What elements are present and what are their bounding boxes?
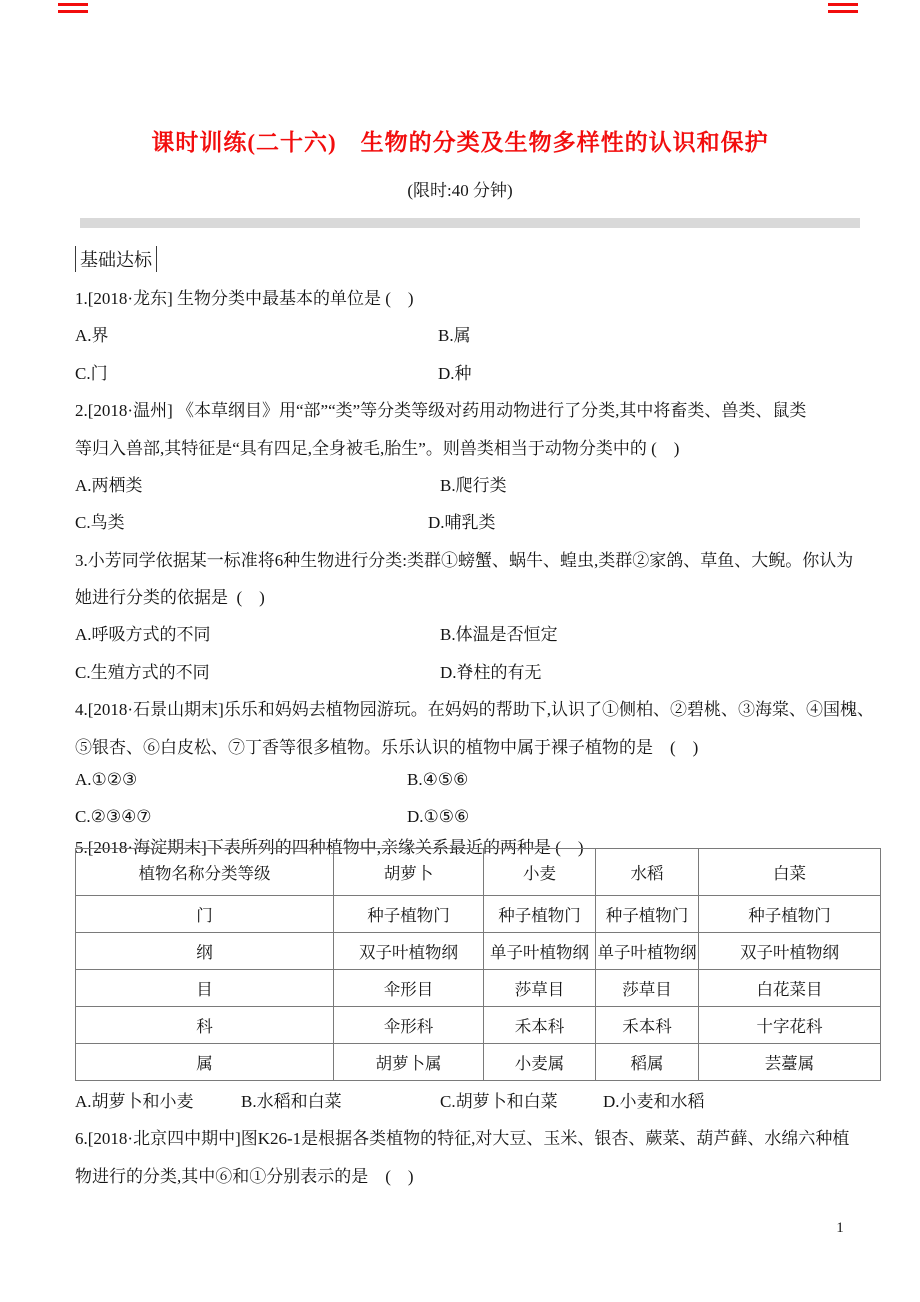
table-cell: 禾本科 bbox=[596, 1007, 699, 1044]
option-4-d: D.①⑤⑥ bbox=[407, 807, 470, 826]
table-header-row bbox=[76, 849, 881, 896]
table-cell: 莎草目 bbox=[484, 970, 596, 1007]
question-6-text-line1: 6.[2018·北京四中期中]图K26-1是根据各类植物的特征,对大豆、玉米、银杏、蕨菜、葫芦藓、水绵六种植 bbox=[75, 1129, 850, 1148]
table-cell: 胡萝卜属 bbox=[334, 1044, 484, 1081]
red-header-mark-right-icon bbox=[828, 3, 858, 17]
option-3-d: D.脊柱的有无 bbox=[440, 663, 542, 682]
time-limit: (限时:40 分钟) bbox=[407, 181, 513, 200]
table-cell: 纲 bbox=[76, 933, 334, 970]
option-1-c: C.门 bbox=[75, 364, 108, 383]
red-bar bbox=[58, 3, 88, 6]
table-cell: 种子植物门 bbox=[596, 896, 699, 933]
table-cell: 双子叶植物纲 bbox=[699, 933, 881, 970]
divider-band bbox=[80, 218, 860, 228]
option-3-c: C.生殖方式的不同 bbox=[75, 663, 210, 682]
table-cell: 目 bbox=[76, 970, 334, 1007]
option-2-b: B.爬行类 bbox=[440, 476, 507, 495]
table-cell: 伞形目 bbox=[334, 970, 484, 1007]
option-1-b: B.属 bbox=[438, 326, 471, 345]
table-cell: 禾本科 bbox=[484, 1007, 596, 1044]
question-2-text-line1: 2.[2018·温州] 《本草纲目》用“部”“类”等分类等级对药用动物进行了分类,其中将畜类、兽类、鼠类 bbox=[75, 401, 807, 420]
option-3-a: A.呼吸方式的不同 bbox=[75, 625, 211, 644]
option-1-d: D.种 bbox=[438, 364, 472, 383]
table-cell: 芸薹属 bbox=[699, 1044, 881, 1081]
table-cell: 稻属 bbox=[596, 1044, 699, 1081]
table-cell: 种子植物门 bbox=[699, 896, 881, 933]
option-5-d: D.小麦和水稻 bbox=[603, 1092, 705, 1111]
table-header-cell: 水稻 bbox=[596, 849, 699, 896]
section-label: 基础达标 bbox=[75, 246, 157, 272]
table-cell: 单子叶植物纲 bbox=[596, 933, 699, 970]
question-1-text: 1.[2018·龙东] 生物分类中最基本的单位是 ( ) bbox=[75, 289, 414, 308]
option-5-a: A.胡萝卜和小麦 bbox=[75, 1092, 194, 1111]
table-cell: 莎草目 bbox=[596, 970, 699, 1007]
page-number: 1 bbox=[836, 1220, 844, 1236]
option-2-d: D.哺乳类 bbox=[428, 513, 496, 532]
table-cell: 门 bbox=[76, 896, 334, 933]
question-5-text: 5.[2018·海淀期末]下表所列的四种植物中,亲缘关系最近的两种是 ( ) bbox=[75, 838, 584, 857]
option-5-c: C.胡萝卜和白菜 bbox=[440, 1092, 558, 1111]
table-row bbox=[76, 1044, 881, 1081]
table-cell: 伞形科 bbox=[334, 1007, 484, 1044]
question-4-text-line1: 4.[2018·石景山期末]乐乐和妈妈去植物园游玩。在妈妈的帮助下,认识了①侧柏、②碧桃、③海棠、④国槐、 bbox=[75, 700, 874, 719]
option-1-a: A.界 bbox=[75, 326, 109, 345]
table-header-cell: 小麦 bbox=[484, 849, 596, 896]
plant-classification-table bbox=[75, 848, 881, 1081]
option-2-c: C.鸟类 bbox=[75, 513, 125, 532]
table-cell: 单子叶植物纲 bbox=[484, 933, 596, 970]
table-cell: 种子植物门 bbox=[334, 896, 484, 933]
option-2-a: A.两栖类 bbox=[75, 476, 143, 495]
red-header-mark-left-icon bbox=[58, 3, 88, 17]
question-3-text-line2: 她进行分类的依据是 ( ) bbox=[75, 588, 265, 607]
red-bar bbox=[828, 3, 858, 6]
question-6-text-line2: 物进行的分类,其中⑥和①分别表示的是 ( ) bbox=[75, 1167, 414, 1186]
table-cell: 属 bbox=[76, 1044, 334, 1081]
question-3-text-line1: 3.小芳同学依据某一标准将6种生物进行分类:类群①螃蟹、蜗牛、蝗虫,类群②家鸽、草鱼、大鲵。你认为 bbox=[75, 551, 854, 570]
table-row bbox=[76, 896, 881, 933]
table-cell: 小麦属 bbox=[484, 1044, 596, 1081]
question-2-text-line2: 等归入兽部,其特征是“具有四足,全身被毛,胎生”。则兽类相当于动物分类中的 ( ) bbox=[75, 439, 680, 458]
table-header-cell: 胡萝卜 bbox=[334, 849, 484, 896]
option-4-b: B.④⑤⑥ bbox=[407, 770, 469, 789]
table-cell: 双子叶植物纲 bbox=[334, 933, 484, 970]
question-4-text-line2: ⑤银杏、⑥白皮松、⑦丁香等很多植物。乐乐认识的植物中属于裸子植物的是 ( ) bbox=[75, 738, 699, 757]
table-cell: 十字花科 bbox=[699, 1007, 881, 1044]
option-5-b: B.水稻和白菜 bbox=[241, 1092, 342, 1111]
red-bar bbox=[58, 10, 88, 13]
table-row bbox=[76, 1007, 881, 1044]
table-cell: 种子植物门 bbox=[484, 896, 596, 933]
option-3-b: B.体温是否恒定 bbox=[440, 625, 558, 644]
table-header-cell: 植物名称分类等级 bbox=[76, 849, 334, 896]
table-header-cell: 白菜 bbox=[699, 849, 881, 896]
table-cell: 白花菜目 bbox=[699, 970, 881, 1007]
table-row bbox=[76, 970, 881, 1007]
option-4-c: C.②③④⑦ bbox=[75, 807, 152, 826]
table-cell: 科 bbox=[76, 1007, 334, 1044]
table-row bbox=[76, 933, 881, 970]
page-title: 课时训练(二十六) 生物的分类及生物多样性的认识和保护 bbox=[151, 130, 769, 155]
option-4-a: A.①②③ bbox=[75, 770, 138, 789]
red-bar bbox=[828, 10, 858, 13]
